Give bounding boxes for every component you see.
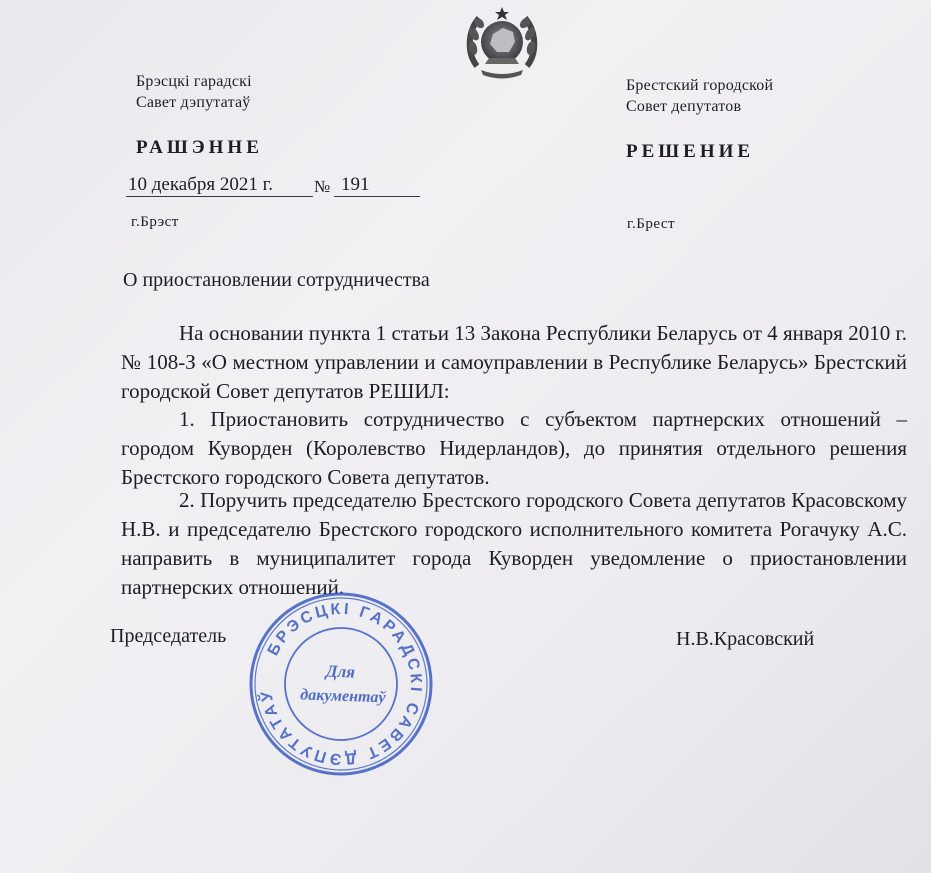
org-name-left (136, 71, 252, 113)
document-title-right: РЕШЕНИЕ (626, 141, 755, 162)
document-title-left: РАШЭННЕ (136, 137, 263, 158)
org-name-right-line2: Совет депутатов (626, 98, 742, 115)
city-right: г.Брест (627, 216, 676, 232)
svg-text:Для: Для (325, 661, 356, 682)
paragraph-preamble (121, 319, 907, 406)
org-name-right (626, 75, 773, 117)
decision-number: 191 (341, 174, 370, 195)
paragraph-item-1 (121, 405, 907, 492)
number-underline (334, 196, 420, 197)
org-name-right-line1: Брестский городской (626, 77, 774, 94)
org-name-left-line2: Савет дэпутатаў (136, 94, 251, 111)
svg-text:БРЭСЦКІ ГАРАДСКІ САВЕТ ДЭПУТАТ: БРЭСЦКІ ГАРАДСКІ САВЕТ ДЭПУТАТАЎ (257, 600, 425, 768)
signatory-role: Председатель (110, 625, 227, 647)
paragraph-preamble-text: На основании пункта 1 статьи 13 Закона Республики Беларусь от 4 января 2010 г. № 108-З «О местном управлении и самоуправлении в Республике Беларусь» Брестский городской Совет депутатов РЕШИЛ: (121, 321, 907, 403)
decision-subject: О приостановлении сотрудничества (123, 269, 430, 291)
city-left: г.Брэст (131, 214, 179, 230)
official-stamp (248, 591, 434, 777)
date-underline (126, 196, 313, 197)
decision-date: 10 декабря 2021 г. (128, 174, 274, 195)
signatory-name: Н.В.Красовский (676, 628, 815, 650)
paragraph-item-2-text: 2. Поручить председателю Брестского городского Совета депутатов Красовскому Н.В. и председателю Брестского городского исполнительного комитета Рогачуку А.С. направить в муниципалитет города Куворден уведомление о приостановлении партнерских отношений. (121, 488, 907, 599)
number-sign: № (314, 177, 331, 196)
org-name-left-line1: Брэсцкі гарадскі (136, 73, 252, 90)
paragraph-item-2 (121, 486, 907, 602)
coat-of-arms-icon (463, 4, 541, 82)
paragraph-item-1-text: 1. Приостановить сотрудничество с субъектом партнерских отношений – городом Куворден (Королевство Нидерландов), до принятия отдельного решения Брестского городского Совета депутатов. (121, 407, 907, 489)
svg-text:дакументаў: дакументаў (300, 686, 386, 707)
